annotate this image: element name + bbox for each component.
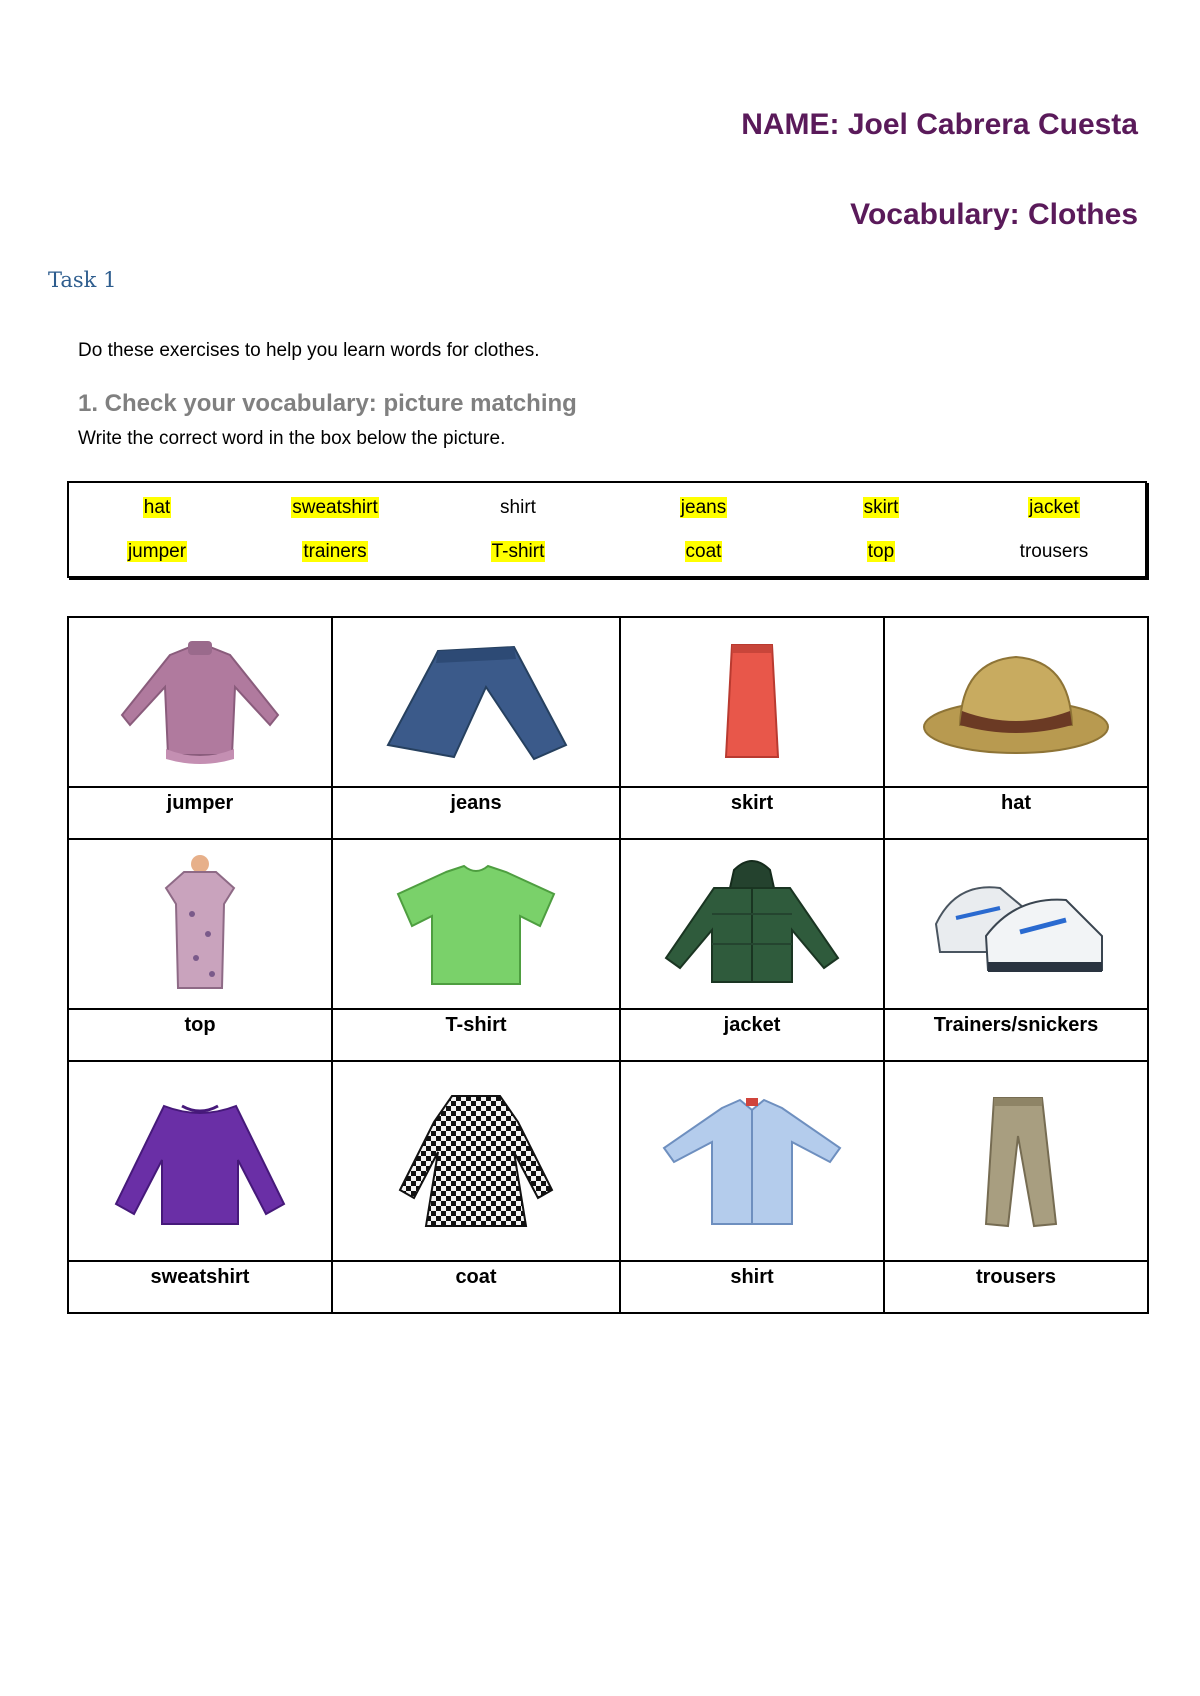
word-bank-item: jacket xyxy=(1029,497,1079,518)
word-bank xyxy=(67,481,1147,578)
picture-cell xyxy=(332,1061,620,1261)
coat-picture xyxy=(376,1086,576,1236)
picture-answer[interactable]: jacket xyxy=(620,1009,884,1061)
word-bank-item: skirt xyxy=(863,497,899,518)
picture-cell xyxy=(620,617,884,787)
picture-answer[interactable]: coat xyxy=(332,1261,620,1313)
skirt-picture xyxy=(652,637,852,767)
top-picture xyxy=(100,854,300,994)
picture-cell xyxy=(884,1061,1148,1261)
jacket-picture xyxy=(652,854,852,994)
picture-answer[interactable]: sweatshirt xyxy=(68,1261,332,1313)
picture-answer[interactable]: trousers xyxy=(884,1261,1148,1313)
word-bank-item: trousers xyxy=(1019,541,1089,562)
picture-answer[interactable]: jeans xyxy=(332,787,620,839)
exercise-instruction: Write the correct word in the box below the picture. xyxy=(78,428,506,449)
hat-picture xyxy=(916,637,1116,767)
word-bank-item: coat xyxy=(685,541,722,562)
sweatshirt-picture xyxy=(100,1086,300,1236)
word-bank-item: top xyxy=(867,541,895,562)
picture-answer[interactable]: hat xyxy=(884,787,1148,839)
word-bank-item: jumper xyxy=(127,541,187,562)
picture-answer[interactable]: shirt xyxy=(620,1261,884,1313)
picture-row xyxy=(68,839,1148,1009)
picture-cell xyxy=(68,617,332,787)
label-row xyxy=(68,787,1148,839)
picture-answer[interactable]: jumper xyxy=(68,787,332,839)
picture-answer[interactable]: T-shirt xyxy=(332,1009,620,1061)
picture-row xyxy=(68,617,1148,787)
shirt-picture xyxy=(652,1086,852,1236)
picture-matching-table xyxy=(67,616,1149,1314)
picture-answer[interactable]: Trainers/snickers xyxy=(884,1009,1148,1061)
picture-cell xyxy=(620,839,884,1009)
worksheet-topic: Vocabulary: Clothes xyxy=(850,198,1138,231)
student-name: NAME: Joel Cabrera Cuesta xyxy=(741,108,1138,141)
task-heading: Task 1 xyxy=(48,268,117,292)
word-bank-item: sweatshirt xyxy=(292,497,378,518)
picture-cell xyxy=(68,1061,332,1261)
exercise-title: 1. Check your vocabulary: picture matching xyxy=(78,390,577,417)
t-shirt-picture xyxy=(376,854,576,994)
word-bank-item: trainers xyxy=(303,541,367,562)
jumper-picture xyxy=(100,637,300,767)
word-bank-item: T-shirt xyxy=(491,541,545,562)
picture-answer[interactable]: top xyxy=(68,1009,332,1061)
intro-text: Do these exercises to help you learn words for clothes. xyxy=(78,340,540,361)
trainers-picture xyxy=(916,854,1116,994)
label-row xyxy=(68,1261,1148,1313)
word-bank-item: hat xyxy=(143,497,171,518)
trousers-picture xyxy=(916,1086,1116,1236)
picture-cell xyxy=(332,617,620,787)
picture-row xyxy=(68,1061,1148,1261)
word-bank-item: shirt xyxy=(500,497,536,518)
picture-cell xyxy=(332,839,620,1009)
label-row xyxy=(68,1009,1148,1061)
picture-answer[interactable]: skirt xyxy=(620,787,884,839)
word-bank-item: jeans xyxy=(680,497,727,518)
picture-cell xyxy=(620,1061,884,1261)
picture-cell xyxy=(884,617,1148,787)
picture-cell xyxy=(884,839,1148,1009)
jeans-picture xyxy=(376,637,576,767)
word-bank-grid xyxy=(69,483,1145,575)
picture-cell xyxy=(68,839,332,1009)
